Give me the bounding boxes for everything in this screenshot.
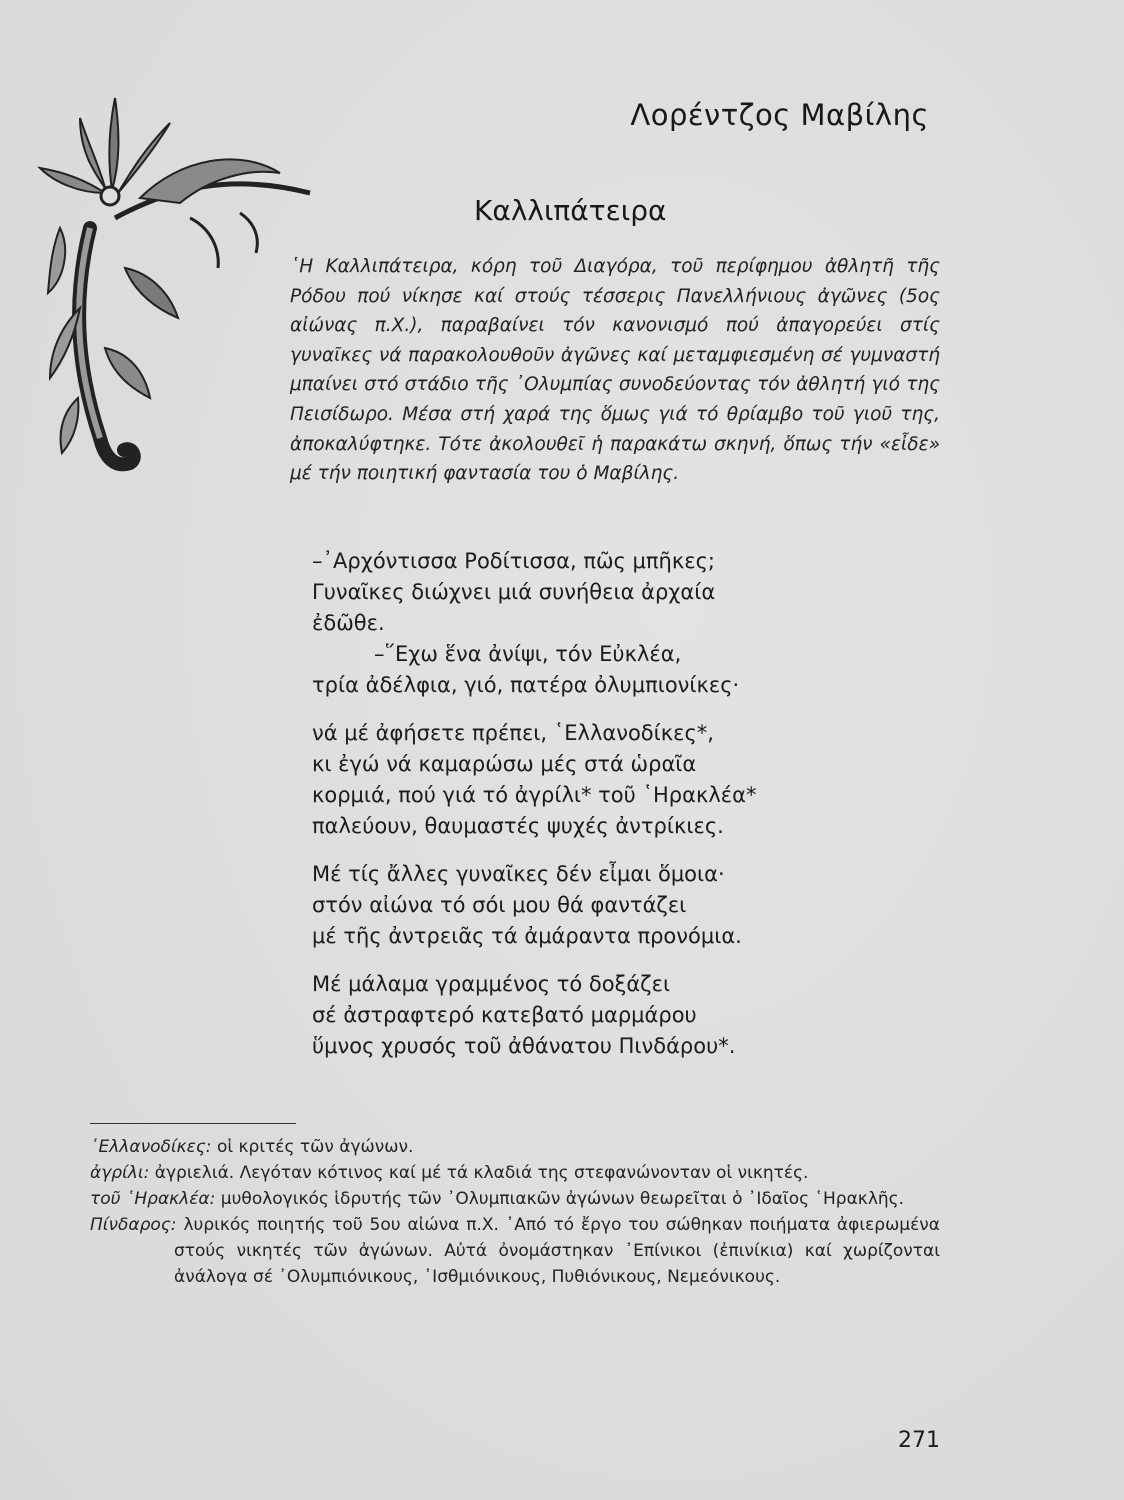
poem-line: Μέ μάλαμα γραμμένος τό δοξάζει xyxy=(312,972,671,996)
footnote-term: ἀγρίλι: xyxy=(90,1163,150,1183)
footnote-term: Πίνδαρος: xyxy=(90,1215,177,1235)
floral-ornament-icon xyxy=(20,78,320,488)
poem-title: Καλλιπάτειρα xyxy=(474,194,667,227)
poem-line: ἐδῶθε. xyxy=(312,611,385,635)
stanza-1 xyxy=(312,546,756,701)
intro-paragraph: ῾Η Καλλιπάτειρα, κόρη τοῦ Διαγόρα, τοῦ περίφημου ἀθλητῆ τῆς Ρόδου πού νίκησε καί στούς τέσσερις Πανελλήνιους ἀγῶνες (5ος αἰώνας π.Χ.), παραβαίνει τόν κανονισμό πού ἀπαγορεύει στίς γυναῖκες νά παρακολουθοῦν ἀγῶνες καί μεταμφιεσμένη σέ γυμναστή μπαίνει στό στάδιο τῆς ᾿Ολυμπίας συνοδεύοντας τόν ἀθλητή γιό της Πεισίδωρο. Μέσα στή χαρά της ὅμως γιά τό θρίαμβο τοῦ γιοῦ της, ἀποκαλύφτηκε. Τότε ἀκολουθεῖ ἡ παρακάτω σκηνή, ὅπως τήν «εἶδε» μέ τήν ποιητική φαντασία του ὁ Μαβίλης. xyxy=(290,256,940,485)
footnote-item xyxy=(90,1212,940,1290)
footnote-item xyxy=(90,1134,940,1160)
stanza-3 xyxy=(312,859,756,952)
poem-line: ὕμνος χρυσός τοῦ ἀθάνατου Πινδάρου*. xyxy=(312,1034,736,1058)
poem-body xyxy=(312,546,756,1079)
footnote-text: λυρικός ποιητής τοῦ 5ου αἰώνα π.Χ. ᾿Από τό ἔργο του σώθηκαν ποιήματα ἀφιερωμένα στούς νικητές τῶν ἀγώνων. Αὐτά ὀνομάστηκαν ᾿Επίνικοι (ἐπινίκια) καί χωρίζονται ἀνάλογα σέ ᾿Ολυμπιόνικους, ᾿Ισθμιόνικους, Πυθιόνικους, Νεμεόνικους. xyxy=(174,1215,941,1287)
poem-line: στόν αἰώνα τό σόι μου θά φαντάζει xyxy=(312,893,687,917)
poem-line: –῞Εχω ἕνα ἀνίψι, τόν Εὐκλέα, xyxy=(374,642,682,666)
poem-line: παλεύουν, θαυμαστές ψυχές ἀντρίκιες. xyxy=(312,814,724,838)
footnote-divider xyxy=(90,1123,296,1124)
poem-line: τρία ἀδέλφια, γιό, πατέρα ὀλυμπιονίκες· xyxy=(312,673,740,697)
author-name: Λορέντζος Μαβίλης xyxy=(630,98,929,132)
footnote-term: ῾Ελλανοδίκες: xyxy=(90,1137,212,1157)
poem-line: σέ ἀστραφτερό κατεβατό μαρμάρου xyxy=(312,1003,697,1027)
stanza-4 xyxy=(312,969,756,1062)
footnote-text: μυθολογικός ἱδρυτής τῶν ᾿Ολυμπιακῶν ἀγώνων θεωρεῖται ὁ ᾿Ιδαῖος ῾Ηρακλῆς. xyxy=(220,1189,905,1209)
poem-line: Γυναῖκες διώχνει μιά συνήθεια ἀρχαία xyxy=(312,580,716,604)
poem-line: κι ἐγώ νά καμαρώσω μές στά ὡραῖα xyxy=(312,752,697,776)
poem-line: –᾿Αρχόντισσα Ροδίτισσα, πῶς μπῆκες; xyxy=(312,549,715,573)
footnote-term: τοῦ ῾Ηρακλέα: xyxy=(90,1189,216,1209)
stanza-2 xyxy=(312,718,756,842)
footnotes xyxy=(90,1134,940,1290)
footnote-item xyxy=(90,1186,940,1212)
footnote-text: οἱ κριτές τῶν ἀγώνων. xyxy=(216,1137,414,1157)
footnote-text: ἀγριελιά. Λεγόταν κότινος καί μέ τά κλαδιά της στεφανώνονταν οἱ νικητές. xyxy=(154,1163,809,1183)
poem-line: νά μέ ἀφήσετε πρέπει, ῾Ελλανοδίκες*, xyxy=(312,721,714,745)
poem-line: κορμιά, πού γιά τό ἀγρίλι* τοῦ ῾Ηρακλέα* xyxy=(312,783,757,807)
poem-line: μέ τῆς ἀντρειᾶς τά ἀμάραντα προνόμια. xyxy=(312,924,742,948)
page-number: 271 xyxy=(898,1428,940,1453)
poem-line: Μέ τίς ἄλλες γυναῖκες δέν εἶμαι ὅμοια· xyxy=(312,862,725,886)
footnote-item xyxy=(90,1160,940,1186)
